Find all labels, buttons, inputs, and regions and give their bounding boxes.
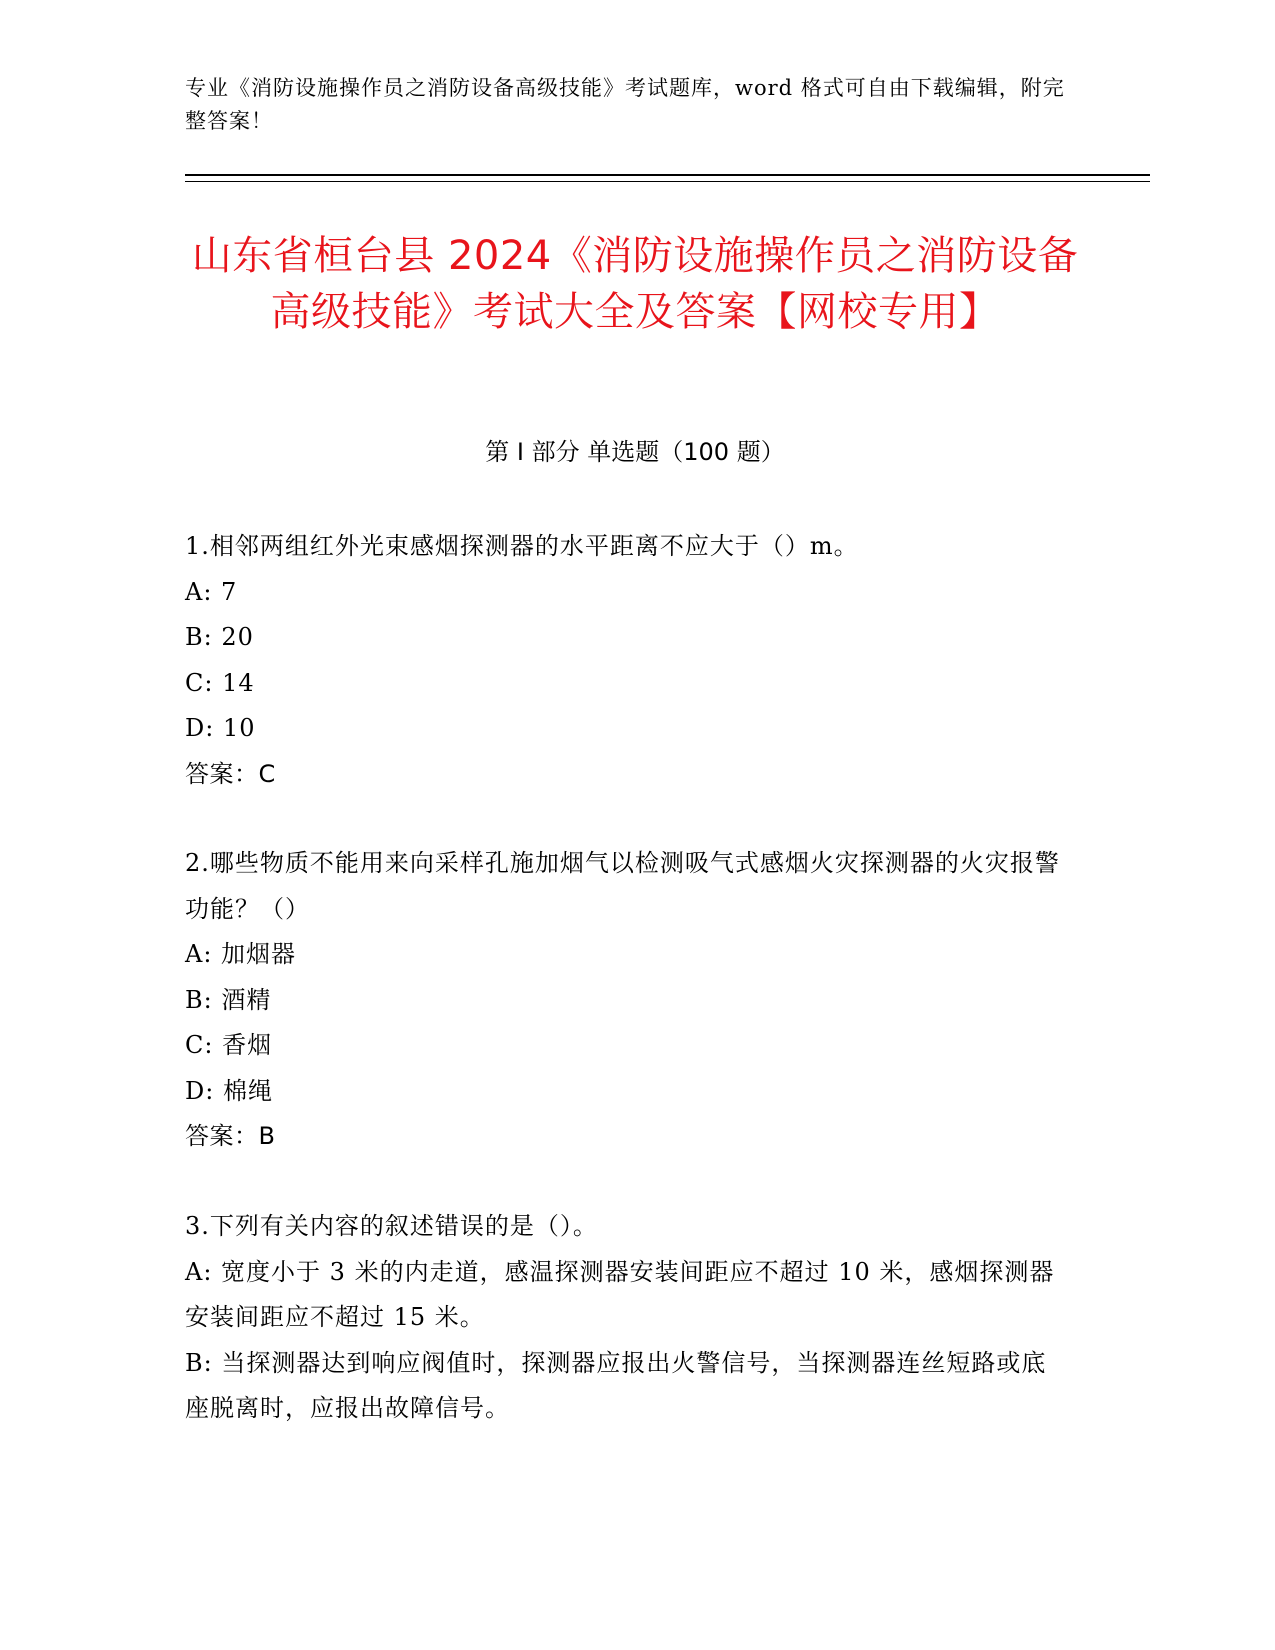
header-divider-thick	[185, 174, 1150, 176]
header-note: 专业《消防设施操作员之消防设备高级技能》考试题库，word 格式可自由下载编辑，附完整答案！	[185, 76, 1065, 133]
document-title: 山东省桓台县 2024《消防设施操作员之消防设备高级技能》考试大全及答案【网校专用】	[191, 233, 1079, 335]
answer: 答案：C	[185, 759, 276, 788]
option-a: A: 7	[185, 577, 238, 606]
option-a: A: 加烟器	[185, 940, 297, 968]
question-stem: 1.相邻两组红外光束感烟探测器的水平距离不应大于（）m。	[185, 532, 859, 560]
question-1	[185, 524, 1065, 797]
answer: 答案：B	[185, 1122, 276, 1150]
option-d: D: 棉绳	[185, 1076, 273, 1105]
option-b: B: 20	[185, 623, 254, 651]
question-2	[185, 841, 1065, 1160]
section-heading: 第 I 部分 单选题（100 题）	[485, 438, 785, 466]
option-a: A: 宽度小于 3 米的内走道，感温探测器安装间距应不超过 10 米，感烟探测器安装间距应不超过 15 米。	[185, 1257, 1055, 1331]
question-3	[185, 1204, 1065, 1432]
option-c: C: 14	[185, 668, 255, 697]
option-c: C: 香烟	[185, 1031, 273, 1059]
question-stem: 3.下列有关内容的叙述错误的是（）。	[185, 1212, 598, 1240]
option-d: D: 10	[185, 714, 256, 742]
option-b: B: 酒精	[185, 985, 272, 1014]
question-stem: 2.哪些物质不能用来向采样孔施加烟气以检测吸气式感烟火灾探测器的火灾报警功能？（）	[185, 849, 1060, 923]
option-b: B: 当探测器达到响应阀值时，探测器应报出火警信号，当探测器连丝短路或底座脱离时，应报出故障信号。	[185, 1348, 1047, 1422]
header-divider-thin	[185, 181, 1150, 182]
